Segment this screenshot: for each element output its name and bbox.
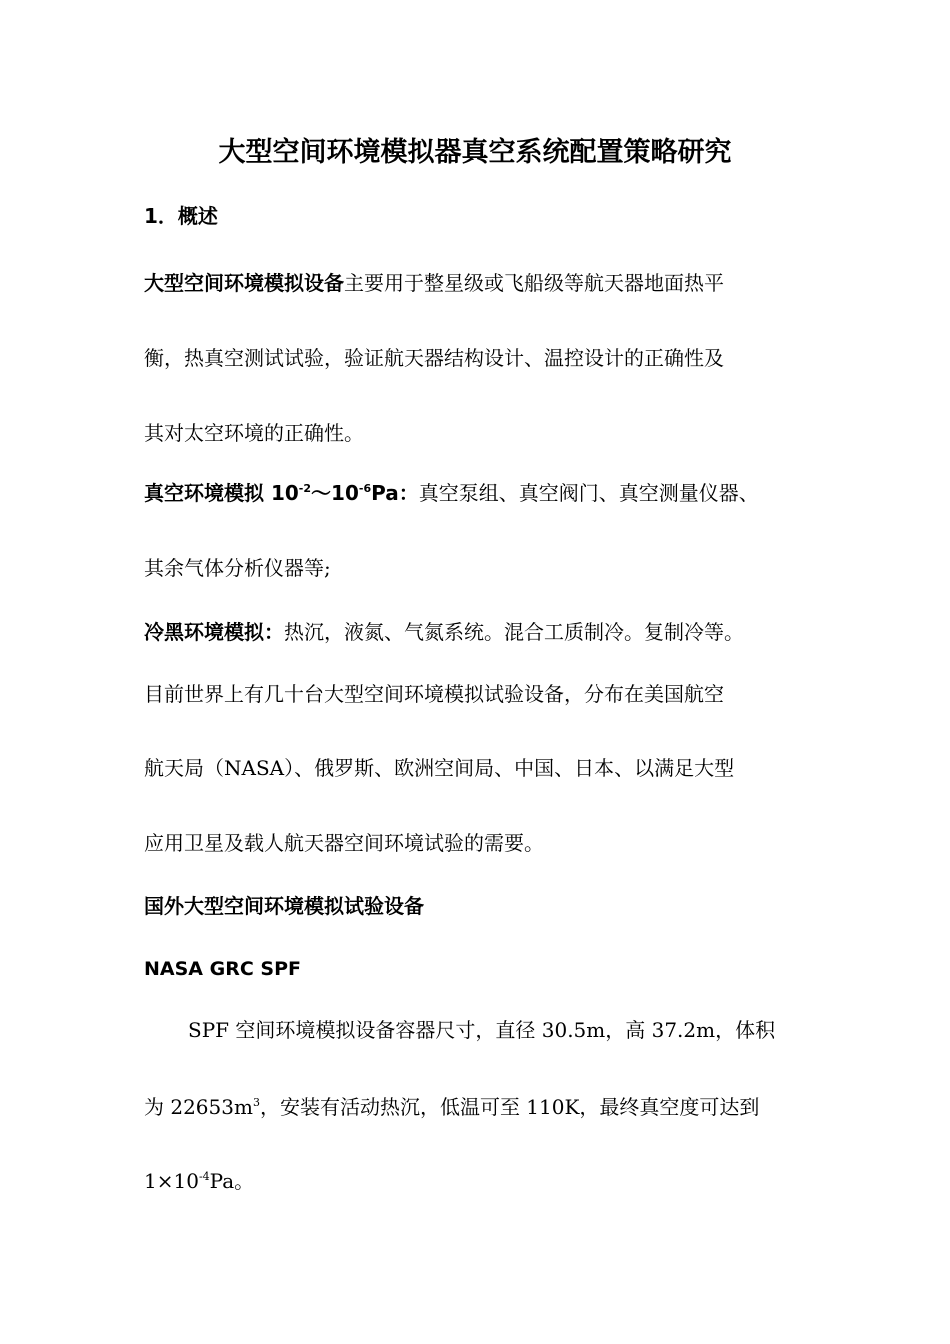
- subsection-heading-nasa-grc-spf: NASA GRC SPF: [144, 958, 301, 980]
- paragraph-line: SPF 空间环境模拟设备容器尺寸，直径 30.5m，高 37.2m，体积: [188, 1018, 776, 1042]
- page-title: 大型空间环境模拟器真空系统配置策略研究: [218, 137, 732, 168]
- paragraph-line: [144, 270, 724, 296]
- paragraph-line: 目前世界上有几十台大型空间环境模拟试验设备，分布在美国航空: [144, 682, 724, 706]
- paragraph-text: 真空泵组、真空阀门、真空测量仪器、: [418, 481, 759, 505]
- paragraph-line: 航天局（NASA）、俄罗斯、欧洲空间局、中国、日本、以满足大型: [144, 756, 735, 780]
- paragraph-line: [144, 619, 744, 645]
- bold-term: 大型空间环境模拟设备: [144, 271, 344, 295]
- paragraph-line: 其余气体分析仪器等;: [144, 556, 331, 580]
- paragraph-line: 衡，热真空测试试验，验证航天器结构设计、温控设计的正确性及: [144, 346, 724, 370]
- paragraph-line: 应用卫星及载人航天器空间环境试验的需要。: [144, 831, 544, 855]
- paragraph-line: 为 $22653m^3$，安装有活动热沉，低温可至 110K，最终真空度可达到: [144, 1095, 760, 1119]
- bold-term: 冷黑环境模拟：: [144, 620, 284, 644]
- section-heading-overview: 1．概述: [144, 204, 218, 228]
- paragraph-text: 热沉，液氮、气氮系统。混合工质制冷。复制冷等。: [284, 620, 744, 644]
- paragraph-line: $1\times 10^{-4}Pa$。: [144, 1169, 255, 1193]
- section-heading-foreign-facilities: 国外大型空间环境模拟试验设备: [144, 894, 424, 918]
- paragraph-line: 其对太空环境的正确性。: [144, 421, 364, 445]
- paragraph-line: [144, 480, 759, 506]
- paragraph-text: 主要用于整星级或飞船级等航天器地面热平: [344, 271, 724, 295]
- bold-term: 真空环境模拟 $10^{-2}\sim 10^{-6}Pa$：: [144, 481, 419, 505]
